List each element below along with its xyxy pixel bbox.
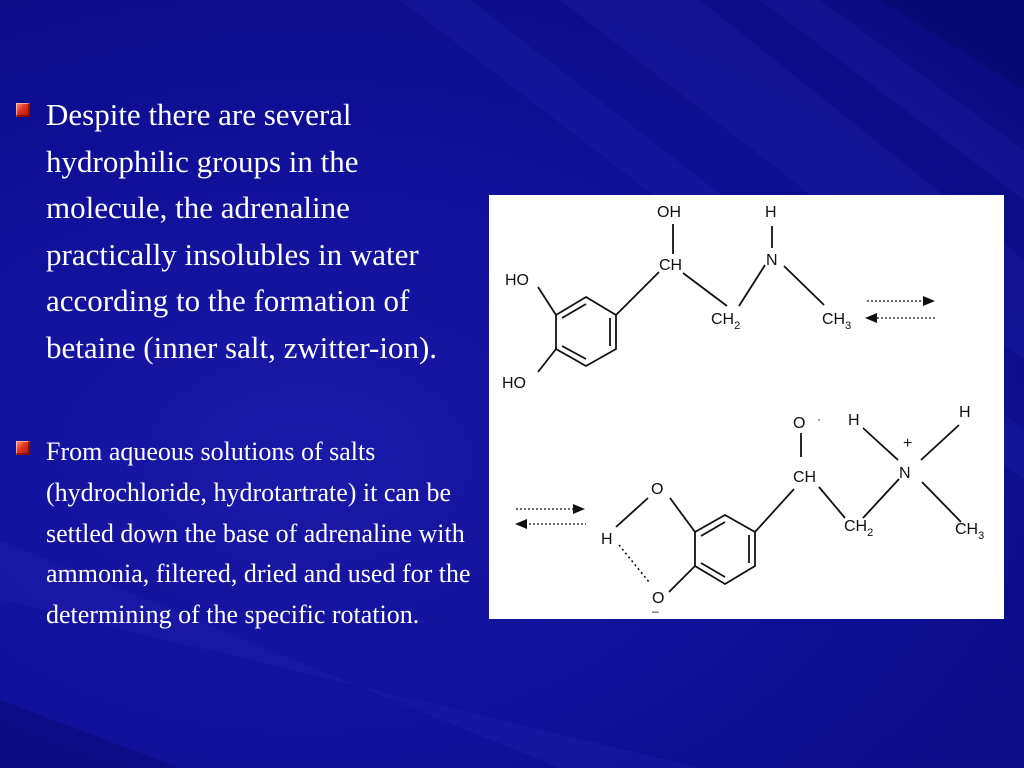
label-plus: +	[903, 435, 913, 452]
label-n: N	[766, 252, 778, 269]
label-ho-upper: HO	[505, 272, 529, 289]
bullet-text: Despite there are several hydrophilic groups in the molecule, the adrenaline practically insolubles in water according to the formation of betaine (inner salt, zwitter-ion).	[46, 97, 438, 365]
hydrogen-bond	[619, 545, 649, 582]
bullet-text: From aqueous solutions of salts (hydrochloride, hydrotartrate) it can be settled down the base of adrenaline with ammonia, filtered, dried and used for the determining of the specific rotation.	[46, 437, 471, 630]
label-ch-bottom: CH	[793, 469, 817, 486]
label-h-left: H	[848, 412, 860, 429]
bullet-aqueous-solutions	[16, 432, 492, 636]
bullet-betaine	[16, 92, 486, 371]
benzene-ring-top	[556, 297, 616, 366]
label-ch2-bottom: $CH_2$	[844, 518, 874, 539]
label-o-ring: O	[651, 481, 664, 498]
label-o-top: O	[793, 415, 806, 432]
label-minus: –	[652, 604, 659, 618]
bullet-marker-icon	[16, 103, 30, 117]
benzene-ring-bottom	[695, 515, 755, 584]
label-o-minus: O	[652, 590, 665, 607]
label-ch2: $CH_2$	[711, 311, 741, 332]
label-ho-lower: HO	[502, 375, 526, 392]
label-h-right: H	[959, 404, 971, 421]
adrenaline-structure-diagram	[489, 195, 1004, 619]
label-oh: OH	[657, 204, 681, 221]
adrenaline-structure-figure	[489, 195, 1004, 619]
label-n-bottom: N	[899, 465, 911, 482]
bullet-marker-icon	[16, 441, 30, 455]
label-h-bridge: H	[601, 531, 613, 548]
label-ch: CH	[659, 257, 683, 274]
label-ch3: $CH_3$	[822, 311, 852, 332]
label-dot: ·	[817, 412, 821, 426]
label-ch3-bottom: $CH_3$	[955, 521, 985, 542]
label-h: H	[765, 204, 777, 221]
